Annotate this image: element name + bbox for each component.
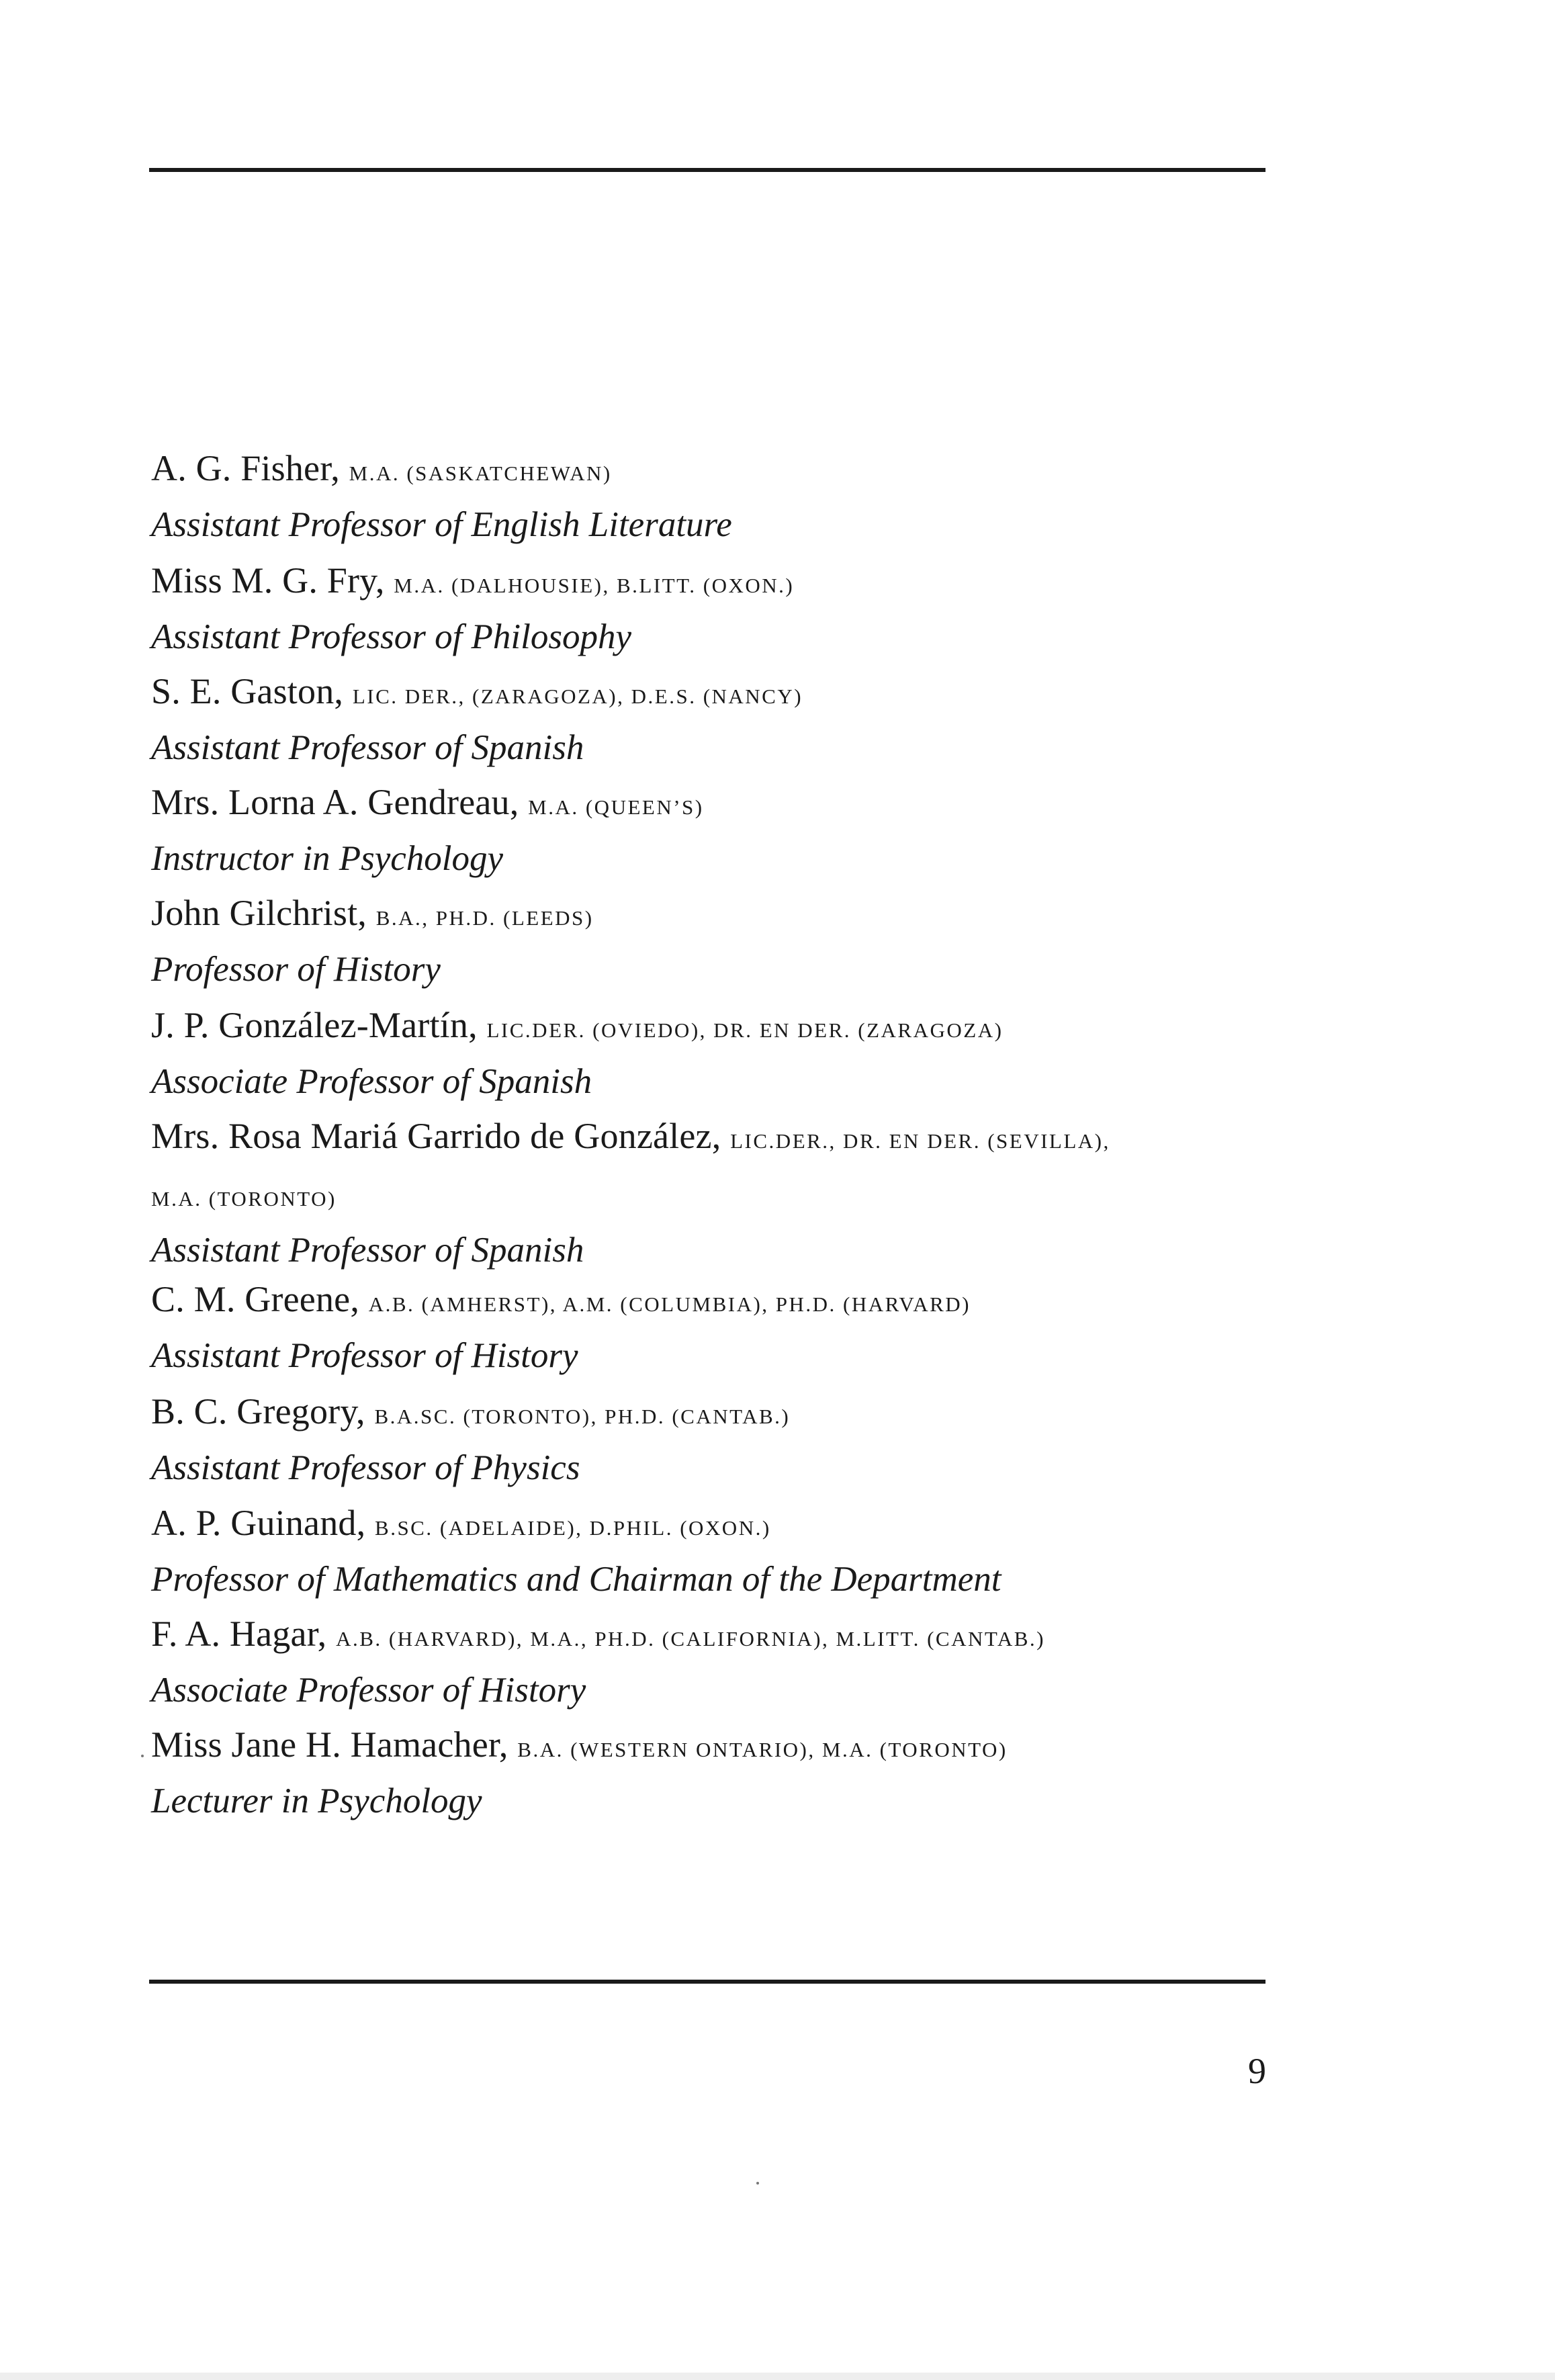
scan-edge [0,2373,1555,2380]
entry-title: Lecturer in Psychology [151,1781,482,1820]
entry-title: Assistant Professor of English Literature [151,505,732,544]
entry-title: Assistant Professor of Philosophy [151,617,632,656]
entry-name-line [151,1385,1280,1443]
top-rule [149,168,1265,172]
entry-name-line [151,554,1280,612]
faculty-entry [151,1110,1280,1275]
faculty-entry [151,554,1280,662]
entry-name: Mrs. Rosa Mariá Garrido de González, [151,1116,721,1156]
paper-speck [141,1755,144,1757]
entry-name-line [151,1273,1280,1331]
entry-credentials: LIC. DER., (ZARAGOZA), D.E.S. (NANCY) [352,685,803,708]
entry-name-line [151,665,1280,723]
faculty-entry [151,1497,1280,1604]
entry-name: J. P. González-Martín, [151,1005,478,1045]
entry-credentials: M.A. (QUEEN’S) [528,795,704,819]
entry-title: Professor of History [151,950,441,989]
entry-name: C. M. Greene, [151,1279,360,1319]
page-number: 9 [1248,2051,1266,2091]
entry-credentials: B.A. (WESTERN ONTARIO), M.A. (TORONTO) [517,1738,1008,1761]
entry-name-line [151,442,1280,500]
entry-name: John Gilchrist, [151,893,367,933]
entry-title: Associate Professor of History [151,1671,586,1710]
faculty-entry [151,776,1280,883]
entry-name-line [151,776,1280,834]
entry-credentials: LIC.DER. (OVIEDO), DR. EN DER. (ZARAGOZA) [486,1018,1004,1042]
entry-credentials: LIC.DER., DR. EN DER. (SEVILLA), [730,1129,1110,1153]
entry-title: Professor of Mathematics and Chairman of the Department [151,1560,1002,1599]
entry-name-line [151,999,1280,1057]
entry-name-line [151,1718,1280,1776]
entry-name-line [151,887,1280,944]
entry-title: Assistant Professor of Spanish [151,1231,584,1270]
faculty-entry [151,1718,1280,1826]
faculty-entry [151,999,1280,1106]
entry-title: Assistant Professor of History [151,1336,578,1375]
faculty-entry [151,442,1280,549]
entry-credentials: B.A., PH.D. (LEEDS) [375,906,594,930]
bottom-rule [149,1980,1265,1984]
entry-title: Assistant Professor of Physics [151,1448,580,1487]
entry-name: B. C. Gregory, [151,1391,365,1431]
faculty-entry [151,1607,1280,1715]
entry-credentials: M.A. (TORONTO) [151,1187,337,1210]
entry-credentials: B.SC. (ADELAIDE), D.PHIL. (OXON.) [375,1516,771,1540]
entry-name: S. E. Gaston, [151,671,344,711]
entry-credentials: M.A. (SASKATCHEWAN) [349,461,612,485]
faculty-entry [151,665,1280,773]
faculty-entry [151,1273,1280,1380]
faculty-entry [151,1385,1280,1493]
entry-name: A. P. Guinand, [151,1503,366,1543]
entry-name: Miss M. G. Fry, [151,560,385,601]
entry-name-line [151,1497,1280,1554]
entry-name-line [151,1607,1280,1665]
entry-title: Associate Professor of Spanish [151,1062,592,1101]
entry-credentials: M.A. (DALHOUSIE), B.LITT. (OXON.) [394,574,795,597]
entry-title: Instructor in Psychology [151,839,504,878]
entry-name-line [151,1167,1280,1225]
entry-credentials: A.B. (AMHERST), A.M. (COLUMBIA), PH.D. (HARVARD) [368,1292,971,1316]
entry-name: Mrs. Lorna A. Gendreau, [151,782,519,822]
entry-title: Assistant Professor of Spanish [151,728,584,767]
paper-speck [756,2182,759,2185]
entry-credentials: B.A.SC. (TORONTO), PH.D. (CANTAB.) [374,1405,791,1428]
entry-name: A. G. Fisher, [151,448,340,488]
entry-credentials: A.B. (HARVARD), M.A., PH.D. (CALIFORNIA), M.LITT. (CANTAB.) [336,1627,1045,1650]
faculty-entry [151,887,1280,994]
entry-name: Miss Jane H. Hamacher, [151,1724,508,1765]
entry-name: F. A. Hagar, [151,1614,327,1654]
entry-name-line [151,1110,1280,1167]
